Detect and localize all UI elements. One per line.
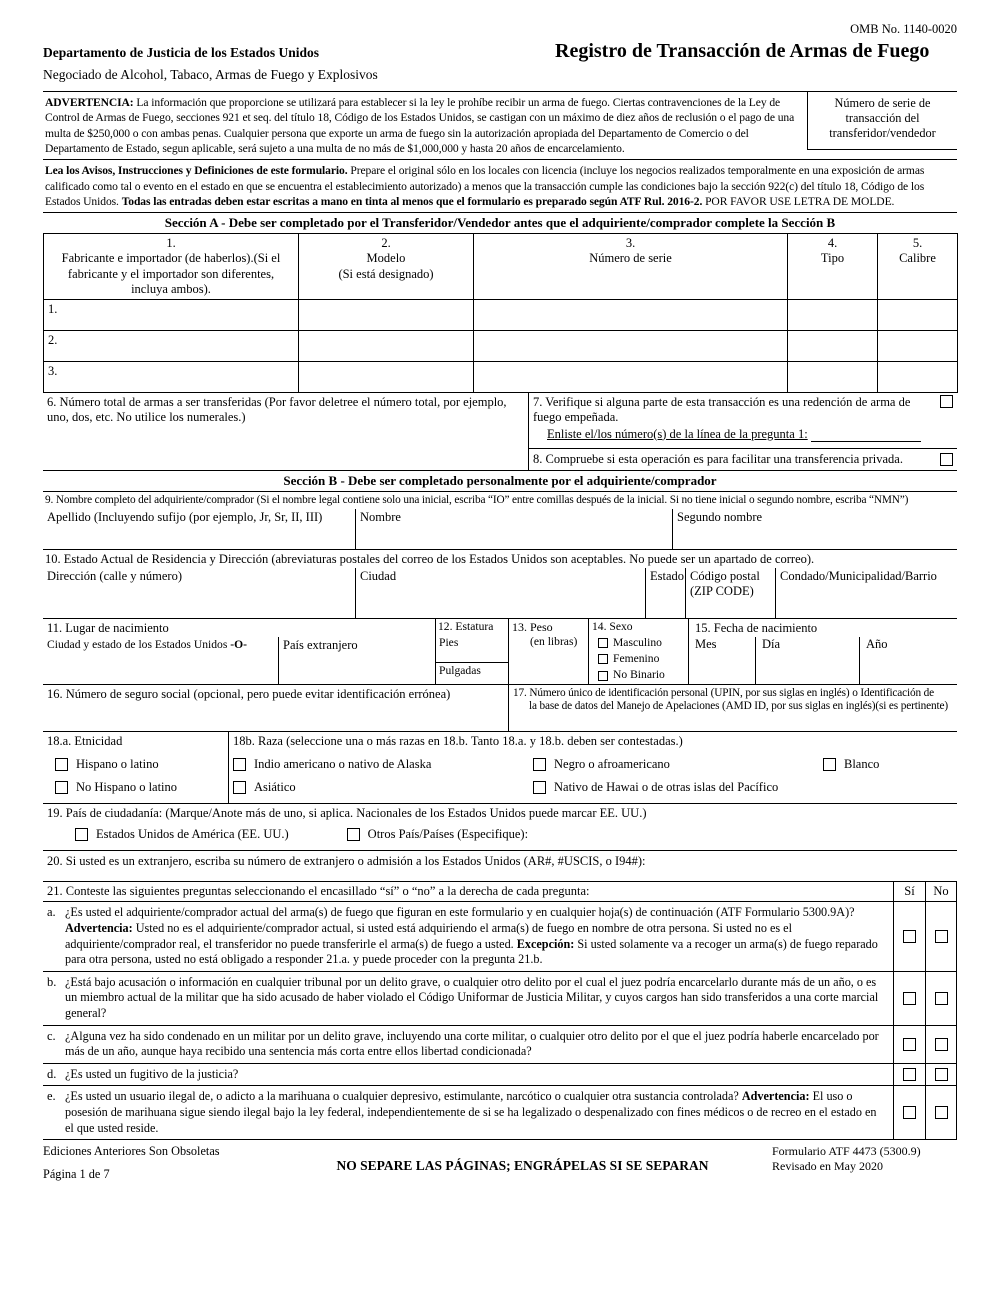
year-label: Año	[866, 637, 888, 652]
firearms-table	[43, 233, 958, 393]
ethnicity-hispano-label: Hispano o latino	[76, 756, 159, 771]
q21c-no-checkbox[interactable]	[935, 1038, 948, 1051]
race-indio-americano-checkbox[interactable]	[233, 758, 246, 771]
line3-manufacturer-cell[interactable]	[44, 362, 299, 393]
q7-line-numbers-label: Enliste el/los número(s) de la línea de la pregunta 1:	[547, 426, 808, 441]
citizenship-other-label: Otros País/Países (Especifique):	[367, 826, 529, 841]
q21c-text: ¿Alguna vez ha sido condenado en un militar por un delito grave, incluyendo una corte militar, o cualquier otro delito por el que el juez podría haberle encarcelado por más de un año, aunque haya recibido una sentencia más corta entre ellos libertad condicionada?	[65, 1028, 879, 1059]
line2-type-cell[interactable]	[788, 331, 878, 362]
q11-foreign-label: País extranjero	[283, 638, 358, 653]
notice-tail: POR FAVOR USE LETRA DE MOLDE.	[705, 194, 895, 208]
notice-body: Prepare el original sólo en los locales con licencia (incluye los negocios realizados temporalmente en una exposición de armas calificado como tal o evento en el estado en que se encuentra el establecimiento autorizado) a menos que la transacción cumple las condiciones bajo la sección 922(c) del título 18, Código de los Estados Unidos.	[45, 164, 925, 208]
address-field[interactable]	[43, 568, 355, 618]
city-label: Ciudad	[360, 569, 397, 584]
q21a-text-part: ¿Es usted el adquiriente/comprador actual del arma(s) de fuego que figuran en este formulario y en cualquier hoja(s) de continuación (ATF Formulario 5300.9A)?	[65, 905, 855, 920]
department-name: Departamento de Justicia de los Estados Unidos	[43, 45, 320, 61]
state-label: Estado	[650, 569, 685, 584]
footer-left	[43, 1144, 273, 1182]
ethnicity-no-hispano-label: No Hispano o latino	[76, 780, 178, 795]
q21a-exception-label: Excepción:	[516, 936, 575, 951]
page-footer	[43, 1140, 957, 1182]
q18b-block	[228, 732, 957, 804]
month-label: Mes	[695, 637, 717, 652]
yes-column-header: Sí	[893, 882, 925, 901]
q10-block	[43, 550, 957, 619]
q21d-yes-checkbox[interactable]	[903, 1068, 916, 1081]
q20-alien-number-field[interactable]	[43, 851, 957, 882]
q21b-no-checkbox[interactable]	[935, 992, 948, 1005]
q21a-yes-cell	[893, 902, 925, 970]
q21b-row	[43, 972, 957, 1026]
q15-label: 15. Fecha de nacimiento	[695, 621, 818, 636]
q11-or-label: -O-	[230, 638, 247, 652]
footer-right	[772, 1144, 957, 1173]
line3-model-cell[interactable]	[299, 362, 474, 393]
other-country-field[interactable]	[528, 828, 678, 840]
editions-note: Ediciones Anteriores Son Obsoletas	[43, 1144, 220, 1159]
section-b-header: Sección B - Debe ser completado personalmente por el adquiriente/comprador	[43, 470, 957, 492]
col-label: Calibre	[899, 251, 936, 266]
line3-serial-cell[interactable]	[474, 362, 788, 393]
q21b-no-cell	[925, 972, 957, 1025]
warning-paragraph	[43, 92, 807, 159]
q6-label: 6. Número total de armas a ser transferidas (Por favor deletree el número total, por ejemplo, uno, dos, etc. No utilice los numerales.)	[47, 395, 507, 425]
col-header-serial	[474, 234, 788, 300]
col-number: 1.	[166, 236, 176, 251]
sex-femenino-checkbox[interactable]	[598, 654, 608, 664]
q21e-warning-label: Advertencia:	[741, 1089, 810, 1104]
q17-label-line2: la base de datos del Manejo de Apelaciones (AMD ID, por sus siglas en inglés)(si es pertinente)	[529, 700, 948, 713]
q21e-yes-checkbox[interactable]	[903, 1106, 916, 1119]
notice-lead: Lea los Avisos, Instrucciones y Definiciones de este formulario.	[45, 164, 348, 178]
q21e-text-part: El uso o posesión de marihuana sigue siendo ilegal bajo la ley federal, independientemente de si se ha legalizado o despenalizado con fines médicos o de recreo en el estado en el que usted reside.	[65, 1089, 877, 1135]
q21b-yes-cell	[893, 972, 925, 1025]
q21a-row	[43, 902, 957, 971]
day-label: Día	[762, 637, 781, 652]
form-title: Registro de Transacción de Armas de Fuego	[555, 40, 930, 63]
q19-label: 19. País de ciudadanía: (Marque/Anote más de uno, si aplica. Nacionales de los Estados Unidos puede marcar EE. UU.)	[47, 806, 647, 821]
revision-date: Revisado en May 2020	[772, 1158, 883, 1173]
col-sublabel: (Si está designado)	[338, 266, 434, 281]
col-label: Fabricante e importador (de haberlos).(Si el fabricante y el importador son diferentes, incluya ambos).	[61, 251, 281, 296]
line3-type-cell[interactable]	[788, 362, 878, 393]
q7-label: 7. Verifique si alguna parte de esta transacción es una redención de arma de fuego empeñada.	[533, 395, 911, 425]
address-label: Dirección (calle y número)	[47, 569, 183, 584]
zip-field[interactable]	[685, 568, 775, 618]
sex-no-binario-checkbox[interactable]	[598, 671, 608, 681]
q9-label: 9. Nombre completo del adquiriente/comprador (Si el nombre legal contiene solo una inicial, escriba “IO” entre comillas después de la inicial. Si no tiene inicial o segundo nombre, escriba “NMN”)	[45, 493, 909, 506]
q12-feet-field[interactable]	[436, 635, 508, 663]
q12-inches-field[interactable]	[436, 663, 508, 683]
q21e-no-checkbox[interactable]	[935, 1106, 948, 1119]
q21d-letter: d.	[47, 1066, 57, 1081]
q7-pawn-redemption-checkbox[interactable]	[940, 395, 953, 408]
warning-body: La información que proporcione se utilizará para establecer si la ley le prohíbe recibir un arma de fuego. Ciertas contravenciones de la Ley de Control de Armas de Fuego, secciones 921 et seq. del título 18, Código de los Estados Unidos, se castigan con un máximo de diez años de reclusión o el pago de una multa de $250,000 o con ambas penas. Cualquier persona que exporte un arma de fuego sin la autorización apropiada del Departamento de Comercio o del Departamento de Estado, segun aplicable, será sujeto a una multa de no más de $1,000,000 y hasta 20 años de encarcelamiento.	[45, 96, 795, 156]
q9-block	[43, 492, 957, 550]
q21a-letter: a.	[47, 905, 56, 920]
q8-label: 8. Compruebe si esta operación es para facilitar una transferencia privada.	[533, 451, 903, 466]
q11-label: 11. Lugar de nacimiento	[47, 621, 169, 636]
line1-type-cell[interactable]	[788, 300, 878, 331]
sex-no-binario-label: No Binario	[613, 668, 665, 682]
q13-sublabel: (en libras)	[530, 634, 578, 648]
section-a-header: Sección A - Debe ser completado por el Transferidor/Vendedor antes que el adquiriente/comprador complete la Sección B	[164, 215, 836, 231]
page-number: Página 1 de 7	[43, 1167, 110, 1182]
q21b-yes-checkbox[interactable]	[903, 992, 916, 1005]
q11-block	[43, 619, 435, 684]
questions-11-15	[43, 619, 957, 685]
line-number: 3.	[48, 364, 58, 379]
q12-label: 12. Estatura	[438, 620, 494, 634]
q7-line-numbers-field[interactable]	[811, 430, 921, 442]
q21d-no-cell	[925, 1064, 957, 1086]
col-header-type	[788, 234, 878, 300]
q16-ssn-field[interactable]	[43, 685, 508, 731]
line-number: 1.	[48, 302, 58, 317]
feet-label: Pies	[439, 636, 459, 650]
col-header-caliber	[878, 234, 958, 300]
middle-name-field[interactable]	[672, 509, 957, 549]
q11-foreign-country-field[interactable]	[278, 637, 435, 683]
first-name-label: Nombre	[360, 509, 401, 524]
q21e-text	[65, 1086, 893, 1139]
q12-block	[435, 619, 508, 684]
line1-caliber-cell[interactable]	[878, 300, 958, 331]
ethnicity-no-hispano-checkbox[interactable]	[55, 781, 68, 794]
line1-serial-cell[interactable]	[474, 300, 788, 331]
q21c-yes-cell	[893, 1026, 925, 1063]
state-field[interactable]	[645, 568, 685, 618]
q18a-label: 18.a. Etnicidad	[47, 733, 123, 748]
race-negro-label: Negro o afroamericano	[554, 756, 670, 771]
q21c-letter: c.	[47, 1028, 56, 1043]
q21d-row	[43, 1064, 957, 1087]
q17-upin-field[interactable]	[508, 685, 957, 731]
q17-label-line1: 17. Número único de identificación personal (UPIN, por sus siglas en inglés) o Identificación de	[513, 686, 935, 699]
citizenship-usa-checkbox[interactable]	[75, 828, 88, 841]
q21c-yes-checkbox[interactable]	[903, 1038, 916, 1051]
race-hawai-checkbox[interactable]	[533, 781, 546, 794]
q6-block	[43, 393, 528, 470]
line-number: 2.	[48, 333, 58, 348]
q6-answer-area[interactable]	[47, 426, 524, 469]
notice-paragraph	[43, 159, 957, 213]
sex-masculino-label: Masculino	[613, 636, 662, 650]
q21e-no-cell	[925, 1086, 957, 1139]
form-header	[43, 37, 957, 91]
q18a-block	[43, 732, 228, 804]
warning-label: ADVERTENCIA:	[45, 96, 134, 110]
col-header-manufacturer	[44, 234, 299, 300]
dob-month-field[interactable]	[689, 637, 755, 683]
q13-weight-field[interactable]	[508, 619, 588, 684]
race-hawai-label: Nativo de Hawai o de otras islas del Pacífico	[554, 780, 779, 795]
q21-header	[43, 882, 957, 902]
line2-model-cell[interactable]	[299, 331, 474, 362]
q21e-text-part: ¿Es usted un usuario ilegal de, o adicto a la marihuana o cualquier depresivo, estimulante, narcótico o cualquier otra sustancia controlada?	[65, 1089, 742, 1104]
middle-name-label: Segundo nombre	[677, 509, 763, 524]
q21c-no-cell	[925, 1026, 957, 1063]
form-number: Formulario ATF 4473 (5300.9)	[772, 1144, 921, 1159]
zip-label: Código postal	[690, 569, 760, 584]
q21d-yes-cell	[893, 1064, 925, 1086]
q13-label: 13. Peso	[512, 620, 553, 635]
q11-us-label: Ciudad y estado de los Estados Unidos	[47, 638, 228, 652]
col-number: 4.	[827, 236, 838, 251]
citizenship-other-checkbox[interactable]	[347, 828, 360, 841]
col-label: Número de serie	[589, 251, 672, 266]
race-asiatico-label: Asiático	[254, 780, 296, 795]
race-indio-americano-label: Indio americano o nativo de Alaska	[254, 756, 432, 771]
q21b-text: ¿Está bajo acusación o información en cualquier tribunal por un delito grave, o cualquier otro delito por el cual el juez podría encarcelarlo durante más de un año, o es un miembro actual de la militar que ha sido acusado de haber violado el Código Uniformar de Justicia Militar, y cuyos cargos han sido transferidos a una corte marcial general?	[65, 974, 879, 1020]
q21a-no-checkbox[interactable]	[935, 930, 948, 943]
q7-block	[529, 393, 957, 449]
col-number: 3.	[625, 236, 636, 251]
q21d-text: ¿Es usted un fugitivo de la justicia?	[65, 1066, 239, 1081]
line3-caliber-cell[interactable]	[878, 362, 958, 393]
q8-private-transfer-checkbox[interactable]	[940, 453, 953, 466]
q21e-yes-cell	[893, 1086, 925, 1139]
staple-warning: NO SEPARE LAS PÁGINAS; ENGRÁPELAS SI SE SEPARAN	[336, 1158, 709, 1174]
col-number: 2.	[381, 236, 391, 251]
transferor-serial-box[interactable]: Número de serie de transacción del transferidor/vendedor	[807, 92, 957, 150]
zip-sublabel: (ZIP CODE)	[690, 584, 754, 599]
q11-us-city-state-field[interactable]	[43, 637, 278, 683]
q10-label: 10. Estado Actual de Residencia y Dirección (abreviaturas postales del correo de los Estados Unidos son aceptables. No puede ser un apartado de correo).	[45, 551, 815, 566]
q20-label: 20. Si usted es un extranjero, escriba su número de extranjero o admisión a los Estados Unidos (AR#, #USCIS, o I94#):	[47, 853, 646, 868]
q7-q8-block	[528, 393, 957, 470]
q18b-label: 18b. Raza (seleccione una o más razas en 18.b. Tanto 18.a. y 18.b. deben ser contestadas.)	[233, 733, 683, 748]
q21a-text-part: Usted no es el adquiriente/comprador actual, si usted está adquiriendo el arma(s) de fuego en nombre de otra persona. Si usted no es el adquiriente/comprador real, el transferidor no puede transferirle el arma(s) de fuego a usted.	[65, 920, 792, 951]
race-blanco-label: Blanco	[844, 756, 880, 771]
last-name-label: Apellido (Incluyendo sufijo (por ejemplo, Jr, Sr, II, III)	[47, 509, 323, 524]
q15-block	[688, 619, 957, 684]
line2-manufacturer-cell[interactable]	[44, 331, 299, 362]
citizenship-usa-label: Estados Unidos de América (EE. UU.)	[96, 826, 289, 841]
q21a-text	[65, 902, 893, 970]
col-number: 5.	[912, 236, 923, 251]
last-name-field[interactable]	[43, 509, 355, 549]
race-blanco-checkbox[interactable]	[823, 758, 836, 771]
question-18	[43, 732, 957, 805]
q21b-letter: b.	[47, 974, 57, 989]
q14-block	[588, 619, 688, 684]
notice-bold: Todas las entradas deben estar escritas a mano en tinta al menos que el formulario es preparado según ATF Rul. 2016-2.	[121, 194, 703, 208]
question-19	[43, 804, 957, 851]
q16-label: 16. Número de seguro social (opcional, pero puede evitar identificación errónea)	[47, 686, 451, 701]
omb-number: OMB No. 1140-0020	[850, 22, 957, 36]
q14-label: 14. Sexo	[592, 620, 633, 634]
questions-16-17	[43, 685, 957, 732]
sex-masculino-checkbox[interactable]	[598, 638, 608, 648]
line2-serial-cell[interactable]	[474, 331, 788, 362]
dob-day-field[interactable]	[755, 637, 859, 683]
q21d-no-checkbox[interactable]	[935, 1068, 948, 1081]
line2-caliber-cell[interactable]	[878, 331, 958, 362]
q21e-row	[43, 1086, 957, 1140]
q21c-row	[43, 1026, 957, 1064]
county-field[interactable]	[775, 568, 957, 618]
city-field[interactable]	[355, 568, 645, 618]
q8-block	[529, 449, 957, 470]
line1-manufacturer-cell[interactable]	[44, 300, 299, 331]
race-asiatico-checkbox[interactable]	[233, 781, 246, 794]
warning-row	[43, 91, 957, 159]
bureau-name: Negociado de Alcohol, Tabaco, Armas de Fuego y Explosivos	[43, 66, 378, 82]
col-label: Tipo	[820, 251, 845, 266]
sex-femenino-label: Femenino	[613, 652, 660, 666]
q21a-warning-label: Advertencia:	[65, 920, 133, 935]
no-column-header: No	[925, 882, 957, 901]
q21a-no-cell	[925, 902, 957, 970]
q21-intro: 21. Conteste las siguientes preguntas seleccionando el encasillado “sí” o “no” a la derecha de cada pregunta:	[47, 884, 590, 899]
ethnicity-hispano-checkbox[interactable]	[55, 758, 68, 771]
q21a-yes-checkbox[interactable]	[903, 930, 916, 943]
col-header-model	[299, 234, 474, 300]
q21a-text-part: Si usted solamente va a recoger un arma(s) de fuego reparado para otra persona, usted no está obligado a responder 21.a. y puede proceder con la pregunta 21.b.	[65, 936, 878, 967]
questions-6-8	[43, 393, 957, 470]
dob-year-field[interactable]	[859, 637, 957, 683]
county-label: Condado/Municipalidad/Barrio	[780, 569, 937, 584]
agency-block	[43, 37, 555, 83]
race-negro-checkbox[interactable]	[533, 758, 546, 771]
q21e-letter: e.	[47, 1089, 56, 1104]
inches-label: Pulgadas	[439, 664, 481, 678]
line1-model-cell[interactable]	[299, 300, 474, 331]
col-label: Modelo	[366, 251, 406, 266]
first-name-field[interactable]	[355, 509, 672, 549]
